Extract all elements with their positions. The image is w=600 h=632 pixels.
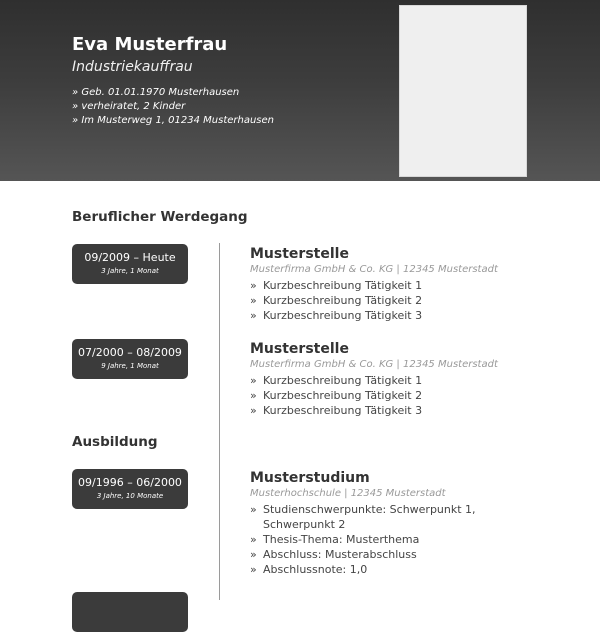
profile-photo-placeholder (399, 5, 527, 177)
bullet-marker: » (250, 309, 257, 322)
list-item-text: Abschluss: Musterabschluss (263, 548, 417, 561)
list-item-text: Kurzbeschreibung Tätigkeit 1 (263, 279, 423, 292)
bullet-marker: » (250, 533, 257, 546)
list-item-text: Kurzbeschreibung Tätigkeit 3 (263, 309, 423, 322)
timeline-line (219, 243, 220, 600)
education-entry (250, 469, 480, 577)
person-profession: Industriekauffrau (72, 59, 193, 75)
bullet-marker: » (250, 374, 257, 387)
list-item (250, 278, 570, 293)
address: » Im Musterweg 1, 01234 Musterhausen (72, 115, 275, 126)
list-item (250, 388, 570, 403)
family-status: » verheiratet, 2 Kinder (72, 101, 186, 112)
list-item-text: Kurzbeschreibung Tätigkeit 2 (263, 294, 423, 307)
list-item-text: Kurzbeschreibung Tätigkeit 1 (263, 374, 423, 387)
date-badge (72, 244, 188, 284)
duration: 3 Jahre, 10 Monate (96, 492, 164, 500)
person-name: Eva Musterfrau (72, 34, 228, 55)
section-title-career: Beruflicher Werdegang (72, 209, 248, 225)
list-item (250, 293, 570, 308)
bullet-marker: » (250, 279, 257, 292)
bullet-marker: » (250, 389, 257, 402)
personal-details (72, 86, 274, 128)
date-badge-partial (72, 592, 188, 632)
duration: 3 Jahre, 1 Monat (101, 267, 159, 275)
bullet-marker: » (250, 404, 257, 417)
date-range: 09/1996 – 06/2000 (78, 476, 182, 489)
career-entry (250, 245, 570, 323)
bullet-marker: » (250, 563, 257, 576)
date-badge (72, 339, 188, 379)
list-item (250, 373, 570, 388)
bullet-marker: » (250, 548, 257, 561)
date-range: 07/2000 – 08/2009 (78, 346, 182, 359)
institution: Musterhochschule | 12345 Musterstadt (250, 488, 446, 499)
job-title: Musterstelle (250, 246, 349, 262)
task-list (250, 278, 570, 323)
job-title: Musterstelle (250, 341, 349, 357)
bullet-marker: » (250, 503, 257, 516)
career-entry (250, 340, 570, 418)
study-details-list (250, 502, 480, 577)
section-title-education: Ausbildung (72, 434, 158, 450)
list-item (250, 308, 570, 323)
date-range: 09/2009 – Heute (84, 251, 176, 264)
employer: Musterfirma GmbH & Co. KG | 12345 Musterstadt (250, 264, 498, 275)
list-item-text: Kurzbeschreibung Tätigkeit 3 (263, 404, 423, 417)
degree-title: Musterstudium (250, 470, 370, 486)
birth-info: » Geb. 01.01.1970 Musterhausen (72, 87, 240, 98)
list-item (250, 562, 480, 577)
bullet-marker: » (250, 294, 257, 307)
date-badge (72, 469, 188, 509)
list-item (250, 403, 570, 418)
duration: 9 Jahre, 1 Monat (101, 362, 159, 370)
list-item (250, 532, 480, 547)
list-item-text: Studienschwerpunkte: Schwerpunkt 1, Schwerpunkt 2 (263, 503, 476, 531)
list-item-text: Abschlussnote: 1,0 (263, 563, 368, 576)
task-list (250, 373, 570, 418)
list-item-text: Kurzbeschreibung Tätigkeit 2 (263, 389, 423, 402)
employer: Musterfirma GmbH & Co. KG | 12345 Musterstadt (250, 359, 498, 370)
list-item (250, 502, 480, 532)
list-item (250, 547, 480, 562)
list-item-text: Thesis-Thema: Musterthema (263, 533, 420, 546)
cv-header (0, 0, 600, 181)
